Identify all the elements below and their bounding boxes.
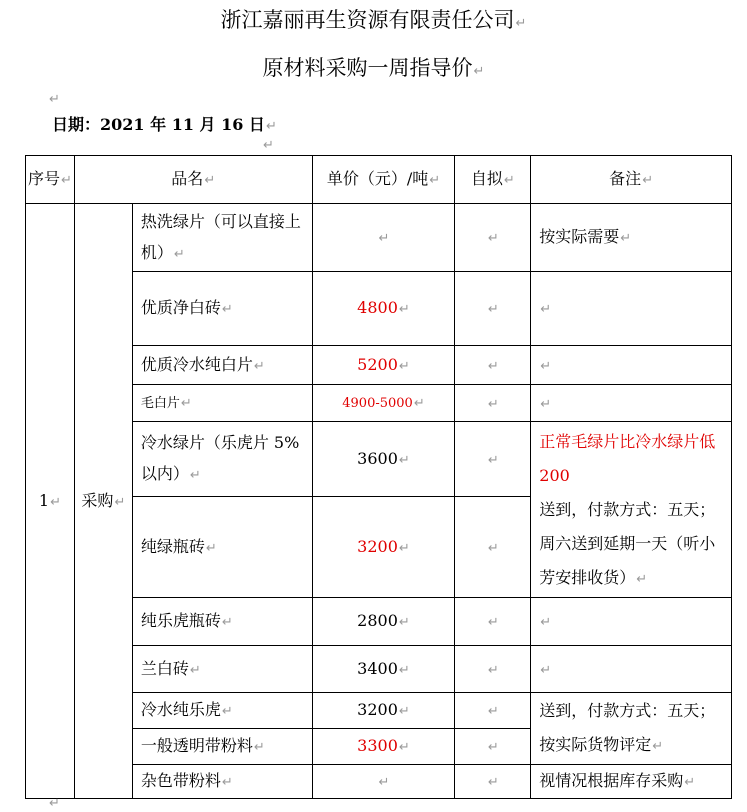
item-price: 4800↵ — [312, 272, 455, 346]
table-row — [26, 204, 732, 272]
remark-red-note: 正常毛绿片比冷水绿片低 200 — [539, 432, 716, 485]
item-name: 杂色带粉料↵ — [132, 765, 312, 799]
item-price: ↵ — [312, 765, 455, 799]
self-cell: ↵ — [455, 729, 531, 765]
table-header-row — [26, 156, 732, 204]
remark-cell: ↵ — [531, 346, 732, 385]
item-name: 兰白砖↵ — [132, 646, 312, 693]
item-price: 2800↵ — [312, 598, 455, 646]
self-cell: ↵ — [455, 646, 531, 693]
table-row — [26, 385, 732, 422]
self-cell: ↵ — [455, 346, 531, 385]
self-cell: ↵ — [455, 598, 531, 646]
item-name: 冷水纯乐虎↵ — [132, 693, 312, 729]
paragraph-mark: ↵ — [49, 92, 60, 107]
company-title: 浙江嘉丽再生资源有限责任公司↵ — [220, 8, 527, 32]
remark-cell — [531, 422, 732, 598]
remark-cell: 按实际需要↵ — [531, 204, 732, 272]
table-row — [26, 346, 732, 385]
item-name: 一般透明带粉料↵ — [132, 729, 312, 765]
self-cell: ↵ — [455, 765, 531, 799]
header-price: 单价（元）/吨↵ — [312, 156, 455, 204]
paragraph-mark: ↵ — [49, 796, 60, 811]
header-seq: 序号↵ — [26, 156, 75, 204]
remark-cell: ↵ — [531, 272, 732, 346]
item-price: 3600↵ — [312, 422, 455, 497]
item-name: 纯绿瓶砖↵ — [132, 497, 312, 598]
remark-payment-note: 送到，付款方式：五天；周六送到延期一天（听小芳安排收货）↵ — [539, 500, 716, 587]
table-row — [26, 646, 732, 693]
remark-cell: 送到，付款方式：五天；按实际货物评定↵ — [531, 693, 732, 765]
item-price: 3300↵ — [312, 729, 455, 765]
item-name: 纯乐虎瓶砖↵ — [132, 598, 312, 646]
paragraph-mark: ↵ — [263, 138, 274, 153]
remark-cell: ↵ — [531, 646, 732, 693]
table-row — [26, 422, 732, 497]
item-price: 3200↵ — [312, 693, 455, 729]
date-line: 日期：2021 年 11 月 16 日↵ — [52, 115, 277, 134]
header-name: 品名↵ — [74, 156, 312, 204]
self-cell: ↵ — [455, 272, 531, 346]
remark-cell: ↵ — [531, 598, 732, 646]
self-cell: ↵ — [455, 204, 531, 272]
item-name: 毛白片↵ — [132, 385, 312, 422]
item-price: 3400↵ — [312, 646, 455, 693]
table-row — [26, 272, 732, 346]
item-price: 4900-5000↵ — [312, 385, 455, 422]
item-name: 热洗绿片（可以直接上机）↵ — [132, 204, 312, 272]
item-price: 3200↵ — [312, 497, 455, 598]
self-cell: ↵ — [455, 693, 531, 729]
header-self: 自拟↵ — [455, 156, 531, 204]
category-cell: 采购↵ — [74, 204, 132, 799]
self-cell: ↵ — [455, 385, 531, 422]
item-name: 优质净白砖↵ — [132, 272, 312, 346]
remark-cell: 视情况根据库存采购↵ — [531, 765, 732, 799]
table-row — [26, 598, 732, 646]
price-table — [25, 155, 732, 799]
document-subtitle: 原材料采购一周指导价↵ — [262, 56, 485, 80]
self-cell: ↵ — [455, 422, 531, 497]
item-name: 优质冷水纯白片↵ — [132, 346, 312, 385]
remark-cell: ↵ — [531, 385, 732, 422]
header-remark: 备注↵ — [531, 156, 732, 204]
seq-cell: 1↵ — [26, 204, 75, 799]
item-price: ↵ — [312, 204, 455, 272]
table-row — [26, 693, 732, 729]
table-row — [26, 765, 732, 799]
item-price: 5200↵ — [312, 346, 455, 385]
self-cell: ↵ — [455, 497, 531, 598]
item-name: 冷水绿片（乐虎片 5%以内）↵ — [132, 422, 312, 497]
